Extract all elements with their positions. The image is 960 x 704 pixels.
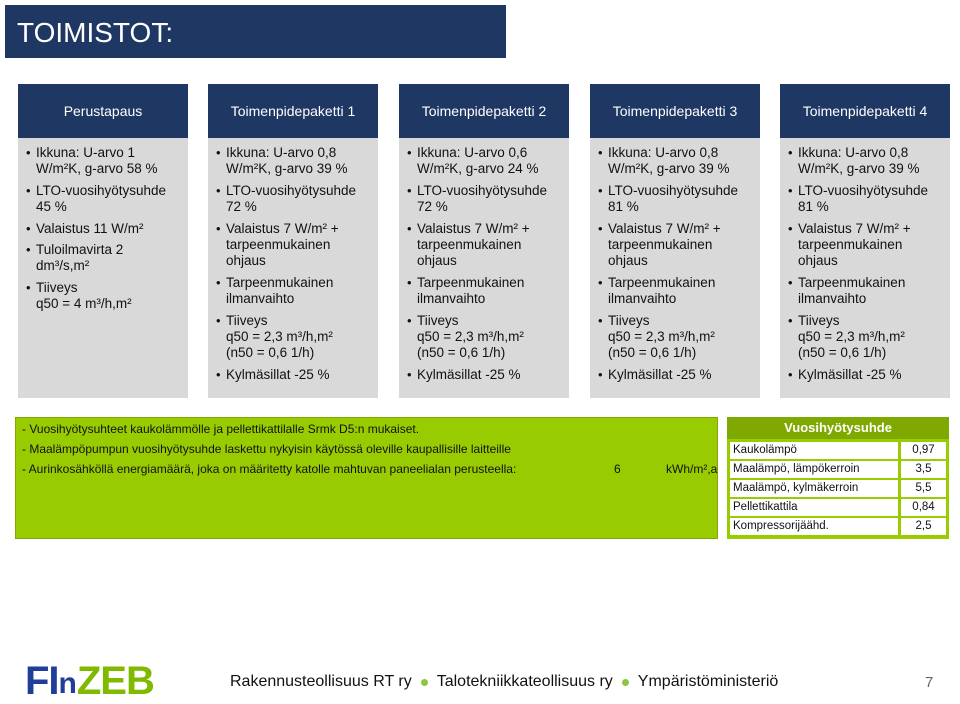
list-item: • Tuloilmavirta 2 dm³/s,m²	[36, 242, 182, 275]
efficiency-table	[727, 417, 949, 539]
list-item: • Kylmäsillat -25 %	[608, 367, 754, 383]
list-item: • LTO-vuosihyötysuhde 72 %	[417, 183, 563, 216]
bullet-list	[399, 138, 569, 383]
title-bar	[5, 5, 506, 58]
row-value: 0,97	[901, 442, 946, 459]
row-label: Kaukolämpö	[730, 442, 898, 459]
column-header-paketti-3: Toimenpidepaketti 3	[590, 84, 760, 138]
column-body-paketti-3	[590, 138, 760, 398]
row-value: 5,5	[901, 480, 946, 497]
list-item: • Tiiveys q50 = 4 m³/h,m²	[36, 280, 182, 313]
table-row	[730, 442, 946, 459]
column-header-paketti-4: Toimenpidepaketti 4	[780, 84, 950, 138]
list-item: • Ikkuna: U-arvo 0,8 W/m²K, g-arvo 39 %	[226, 145, 372, 178]
column-body-paketti-4	[780, 138, 950, 398]
row-label: Pellettikattila	[730, 499, 898, 516]
list-item: • Ikkuna: U-arvo 1 W/m²K, g-arvo 58 %	[36, 145, 182, 178]
bullet-list	[208, 138, 378, 383]
list-item: • Kylmäsillat -25 %	[798, 367, 944, 383]
column-body-perustapaus	[18, 138, 188, 398]
list-item: • Tarpeenmukainen ilmanvaihto	[608, 275, 754, 308]
column-header-paketti-2: Toimenpidepaketti 2	[399, 84, 569, 138]
note-line: - Maalämpöpumpun vuosihyötysuhde laskettu nykyisin käytössä oleville kaupallisille laitteille	[22, 442, 511, 456]
row-value: 2,5	[901, 518, 946, 535]
list-item: • Valaistus 7 W/m² + tarpeenmukainen ohjaus	[798, 221, 944, 270]
bullet-list	[18, 138, 188, 313]
list-item: • Valaistus 11 W/m²	[36, 221, 182, 237]
list-item: • LTO-vuosihyötysuhde 72 %	[226, 183, 372, 216]
list-item: • Kylmäsillat -25 %	[417, 367, 563, 383]
column-header-paketti-1: Toimenpidepaketti 1	[208, 84, 378, 138]
table-row	[730, 480, 946, 497]
column-header-perustapaus: Perustapaus	[18, 84, 188, 138]
list-item: • Tiiveys q50 = 2,3 m³/h,m² (n50 = 0,6 1/h)	[417, 313, 563, 362]
row-value: 3,5	[901, 461, 946, 478]
note-line: - Aurinkosähköllä energiamäärä, joka on määritetty katolle mahtuvan paneelialan perusteella:	[22, 462, 517, 476]
footer-org: Rakennusteollisuus RT ry	[230, 673, 412, 690]
bullet-list	[780, 138, 950, 383]
list-item: • LTO-vuosihyötysuhde 45 %	[36, 183, 182, 216]
footer-org: Talotekniikkateollisuus ry	[436, 673, 613, 690]
table-row	[730, 461, 946, 478]
list-item: • Kylmäsillat -25 %	[226, 367, 372, 383]
list-item: • LTO-vuosihyötysuhde 81 %	[608, 183, 754, 216]
note-line: - Vuosihyötysuhteet kaukolämmölle ja pellettikattilalle Srmk D5:n mukaiset.	[22, 422, 420, 436]
column-body-paketti-2	[399, 138, 569, 398]
list-item: • Tiiveys q50 = 2,3 m³/h,m² (n50 = 0,6 1/h)	[798, 313, 944, 362]
footer-org: Ympäristöministeriö	[637, 673, 779, 690]
list-item: • Tarpeenmukainen ilmanvaihto	[798, 275, 944, 308]
slide-title: TOIMISTOT:	[17, 17, 174, 48]
list-item: • Tiiveys q50 = 2,3 m³/h,m² (n50 = 0,6 1/h)	[608, 313, 754, 362]
list-item: • Ikkuna: U-arvo 0,6 W/m²K, g-arvo 24 %	[417, 145, 563, 178]
column-body-paketti-1	[208, 138, 378, 398]
efficiency-table-title: Vuosihyötysuhde	[727, 417, 949, 439]
solar-energy-value: 6	[614, 462, 621, 476]
list-item: • LTO-vuosihyötysuhde 81 %	[798, 183, 944, 216]
row-value: 0,84	[901, 499, 946, 516]
list-item: • Valaistus 7 W/m² + tarpeenmukainen ohjaus	[417, 221, 563, 270]
bullet-dot-icon	[421, 679, 428, 686]
list-item: • Ikkuna: U-arvo 0,8 W/m²K, g-arvo 39 %	[608, 145, 754, 178]
row-label: Maalämpö, kylmäkerroin	[730, 480, 898, 497]
table-row	[730, 518, 946, 535]
notes-box	[15, 417, 718, 539]
list-item: • Valaistus 7 W/m² + tarpeenmukainen ohjaus	[226, 221, 372, 270]
page-number: 7	[925, 674, 934, 691]
row-label: Maalämpö, lämpökerroin	[730, 461, 898, 478]
bullet-list	[590, 138, 760, 383]
list-item: • Valaistus 7 W/m² + tarpeenmukainen ohjaus	[608, 221, 754, 270]
list-item: • Tarpeenmukainen ilmanvaihto	[417, 275, 563, 308]
finzeb-logo: FI n ZEB	[25, 659, 154, 703]
bullet-dot-icon	[622, 679, 629, 686]
list-item: • Ikkuna: U-arvo 0,8 W/m²K, g-arvo 39 %	[798, 145, 944, 178]
list-item: • Tiiveys q50 = 2,3 m³/h,m² (n50 = 0,6 1/h)	[226, 313, 372, 362]
list-item: • Tarpeenmukainen ilmanvaihto	[226, 275, 372, 308]
solar-energy-unit: kWh/m²,a	[666, 462, 718, 476]
footer-organizations	[230, 673, 778, 691]
row-label: Kompressorijäähd.	[730, 518, 898, 535]
table-row	[730, 499, 946, 516]
